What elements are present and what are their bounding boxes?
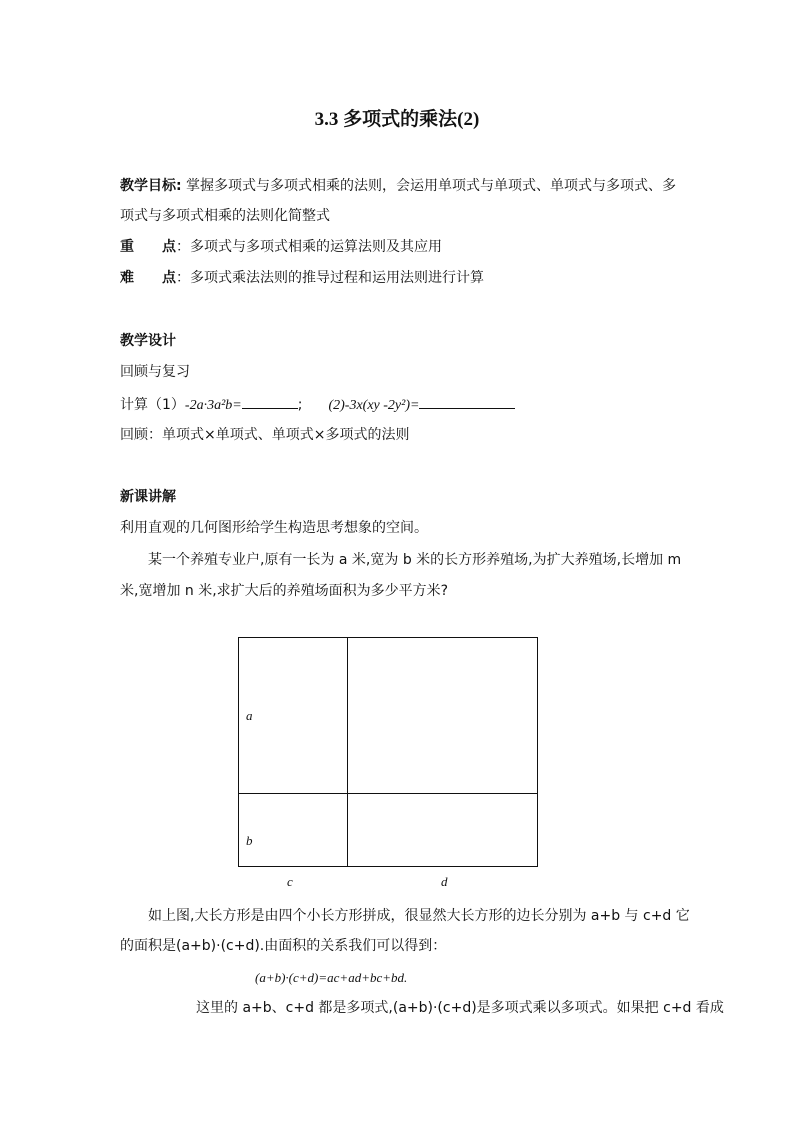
objectives-colon: : [176,178,182,194]
rectangle-diagram [238,637,538,867]
calc-2-blank[interactable] [419,394,515,409]
diagram-horizontal-divider [239,793,537,794]
diagram-label-c: c [287,874,293,889]
explanation-line-2: 的面积是(a+b)·(c+d).由面积的关系我们可以得到： [120,938,447,954]
explanation-line-1: 如上图,大长方形是由四个小长方形拼成，很显然大长方形的边长分别为 a+b 与 c+d 它 [148,908,690,924]
review-text: 回顾：单项式×单项式、单项式×多项式的法则 [120,427,410,443]
objectives-line-2: 项式与多项式相乘的法则化简整式 [120,208,330,224]
calc-line [120,394,515,416]
calc-1-expression: -2a·3a²b= [184,398,242,413]
new-lesson-heading: 新课讲解 [120,489,176,505]
diagram-label-b: b [246,833,253,848]
objectives-line-1 [120,176,676,196]
difficulty-text: ：多项式乘法法则的推导过程和运用法则进行计算 [176,270,484,286]
diagram-label-d: d [441,874,448,889]
calc-2-expression: (2)-3x(xy -2y²)= [328,398,420,413]
design-heading: 教学设计 [120,333,176,349]
calc-1-separator: ; [297,397,303,413]
objectives-text-1: 掌握多项式与多项式相乘的法则，会运用单项式与单项式、单项式与多项式、多 [181,178,677,194]
explanation-line-3: 这里的 a+b、c+d 都是多项式,(a+b)·(c+d)是多项式乘以多项式。如果把 c+d 看成 [196,1000,724,1016]
key-point-label: 重 点 [120,239,176,255]
calc-1-blank[interactable] [242,394,298,409]
objectives-label: 教学目标 [120,178,176,194]
page-title: 3.3 多项式的乘法(2) [314,109,480,130]
review-heading: 回顾与复习 [120,364,190,380]
difficulty-label: 难 点 [120,270,176,286]
diagram-label-a: a [246,708,253,723]
key-point-line [120,237,442,257]
problem-line-1: 某一个养殖专业户,原有一长为 a 米,宽为 b 米的长方形养殖场,为扩大养殖场,长增加 m [148,552,682,568]
problem-line-2: 米,宽增加 n 米,求扩大后的养殖场面积为多少平方米? [120,583,449,599]
diagram-vertical-divider [347,638,348,866]
difficulty-line [120,268,484,288]
new-lesson-intro: 利用直观的几何图形给学生构造思考想象的空间。 [120,520,428,536]
key-point-text: ：多项式与多项式相乘的运算法则及其应用 [176,239,442,255]
calc-prefix: 计算（1） [120,397,185,413]
area-formula: (a+b)·(c+d)=ac+ad+bc+bd. [255,970,408,985]
